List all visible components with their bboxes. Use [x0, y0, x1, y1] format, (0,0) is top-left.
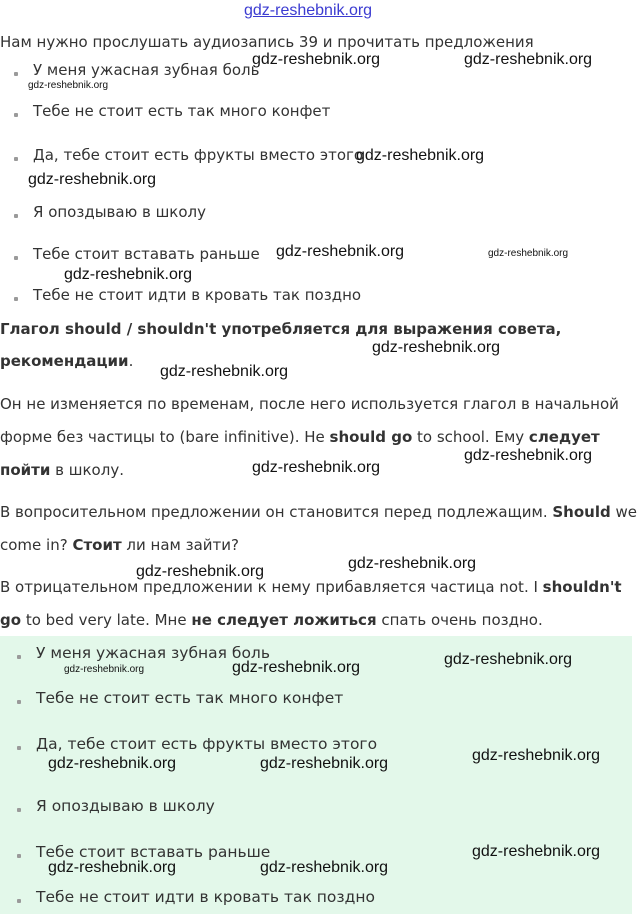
list-item: Тебе не стоит идти в кровать так поздно — [36, 888, 375, 906]
rule-heading: Глагол should / shouldn't употребляется для выражения совета, — [0, 320, 562, 338]
bullet-icon — [14, 256, 18, 260]
paragraph-line: форме без частицы to (bare infinitive). Не should go to school. Ему следует — [0, 428, 600, 446]
bullet-icon — [17, 808, 21, 812]
rule-heading-cont: рекомендации. — [0, 352, 134, 370]
watermark-text: gdz-reshebnik.org — [160, 363, 289, 380]
watermark-text: gdz-reshebnik.org — [252, 459, 381, 476]
list-item: Тебе стоит вставать раньше — [36, 843, 271, 861]
watermark-text: gdz-reshebnik.org — [28, 171, 157, 188]
watermark-text: gdz-reshebnik.org — [260, 859, 389, 876]
watermark-text: gdz-reshebnik.org — [372, 339, 501, 356]
watermark-text: gdz-reshebnik.org — [348, 555, 477, 572]
bullet-icon — [17, 746, 21, 750]
watermark-text: gdz-reshebnik.org — [28, 80, 109, 91]
bullet-icon — [14, 297, 18, 301]
list-item: Я опоздываю в школу — [33, 203, 207, 221]
bullet-icon — [17, 700, 21, 704]
paragraph-line: come in? Стоит ли нам зайти? — [0, 536, 239, 554]
watermark-text: gdz-reshebnik.org — [64, 266, 193, 283]
watermark-text: gdz-reshebnik.org — [64, 664, 145, 675]
watermark-text: gdz-reshebnik.org — [472, 843, 601, 860]
watermark-text: gdz-reshebnik.org — [48, 755, 177, 772]
watermark-text: gdz-reshebnik.org — [356, 147, 485, 164]
intro-text: Нам нужно прослушать аудиозапись 39 и прочитать предложения — [0, 33, 534, 51]
bullet-icon — [17, 854, 21, 858]
watermark-text: gdz-reshebnik.org — [232, 659, 361, 676]
list-item: Я опоздываю в школу — [36, 797, 215, 815]
paragraph-line: go to bed very late. Мне не следует ложиться спать очень поздно. — [0, 611, 543, 629]
watermark-text: gdz-reshebnik.org — [488, 248, 569, 259]
bullet-icon — [17, 655, 21, 659]
site-watermark-link[interactable]: gdz-reshebnik.org — [244, 2, 373, 19]
list-item: Да, тебе стоит есть фрукты вместо этого — [33, 146, 364, 164]
paragraph-line: В вопросительном предложении он становится перед подлежащим. Should we — [0, 503, 637, 521]
paragraph-line: Он не изменяется по временам, после него используется глагол в начальной — [0, 395, 619, 413]
bullet-icon — [14, 214, 18, 218]
paragraph-line: В отрицательном предложении к нему прибавляется частица not. I shouldn't — [0, 578, 622, 596]
watermark-text: gdz-reshebnik.org — [472, 747, 601, 764]
bullet-icon — [14, 157, 18, 161]
watermark-text: gdz-reshebnik.org — [444, 651, 573, 668]
watermark-text: gdz-reshebnik.org — [252, 51, 381, 68]
paragraph-line: пойти в школу. — [0, 461, 124, 479]
list-item: Тебе не стоит идти в кровать так поздно — [33, 286, 362, 304]
list-item: Тебе стоит вставать раньше — [33, 245, 260, 263]
list-item: У меня ужасная зубная боль — [36, 644, 270, 662]
watermark-text: gdz-reshebnik.org — [260, 755, 389, 772]
bullet-icon — [14, 72, 18, 76]
list-item: Да, тебе стоит есть фрукты вместо этого — [36, 735, 378, 753]
watermark-text: gdz-reshebnik.org — [464, 51, 593, 68]
watermark-text: gdz-reshebnik.org — [464, 447, 593, 464]
list-item: Тебе не стоит есть так много конфет — [36, 689, 344, 707]
watermark-text: gdz-reshebnik.org — [276, 243, 405, 260]
bullet-icon — [14, 113, 18, 117]
list-item: У меня ужасная зубная боль — [33, 61, 260, 79]
list-item: Тебе не стоит есть так много конфет — [33, 102, 331, 120]
watermark-text: gdz-reshebnik.org — [48, 859, 177, 876]
watermark-text: gdz-reshebnik.org — [136, 563, 265, 580]
bullet-icon — [17, 899, 21, 903]
